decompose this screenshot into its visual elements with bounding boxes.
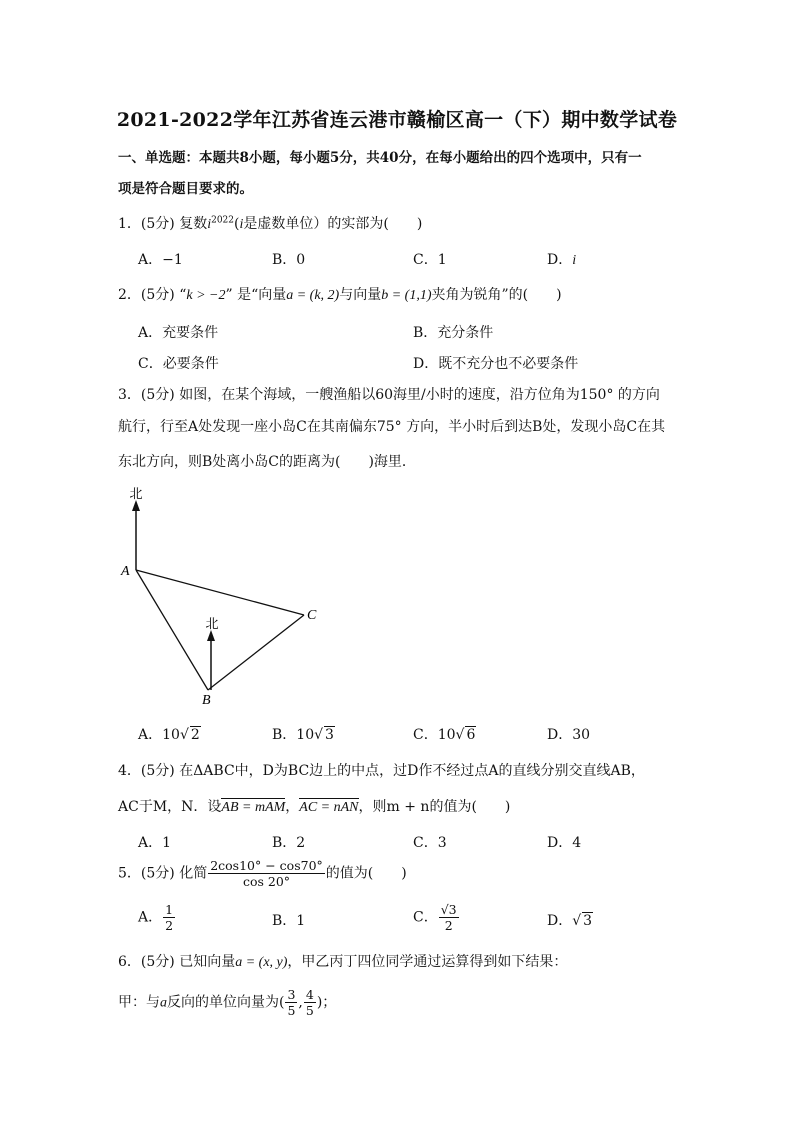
point-label-a: A (121, 564, 130, 579)
question-1: 1．(5分) 复数$i^{2022}(i$是虚数单位）的实部为( ) (118, 215, 423, 232)
point-label-b: B (202, 693, 211, 708)
point-label-c: C (307, 608, 317, 623)
q1-option-d: D．i (547, 252, 577, 268)
vector-equation-ab: AB = mAM (221, 800, 286, 815)
north-arrowhead-a (132, 500, 140, 511)
vector-equation-ac: AC = nAN (299, 800, 359, 815)
q2-option-a: A．充要条件 (138, 325, 219, 341)
q1-option-c: C．1 (413, 252, 447, 268)
segment-ac (136, 570, 304, 615)
question-3-line1: 3．(5分) 如图，在某个海域，一艘渔船以60海里/小时的速度，沿方位角为150° 的方向 (118, 387, 660, 403)
q1-option-a: A．−1 (138, 252, 183, 268)
question-6-jia: 甲：与a反向的单位向量为( $\frac{3}{5}$ , $\frac{4}{5}$ )； (118, 987, 337, 1018)
question-5: 5．(5分) 化简 $\frac{2\cos 10^\circ - \cos 70^\circ}{\cos 20^\circ}$ 的值为( ) (118, 858, 407, 889)
north-arrowhead-b (207, 630, 215, 641)
q4-option-a: A．1 (138, 835, 172, 851)
q5-option-b: B．1 (272, 913, 306, 929)
north-label-a: 北 (129, 486, 143, 501)
vector-a: a = (k, 2) (286, 288, 340, 303)
q4-option-c: C．3 (413, 835, 447, 851)
q5-option-d: D．√ 3 (547, 913, 593, 929)
navigation-diagram (112, 478, 332, 708)
q2-option-c: C．必要条件 (138, 356, 219, 372)
vector-a-xy: a = (x, y) (235, 955, 288, 970)
q4-option-d: D．4 (547, 835, 582, 851)
question-4-line1: 4．(5分) 在ΔABC中，D为BC边上的中点，过D作不经过点A的直线分别交直线AB， (118, 763, 645, 779)
q4-option-b: B．2 (272, 835, 306, 851)
section-instruction-line2: 项是符合题目要求的。 (118, 181, 253, 197)
segment-ab (136, 570, 208, 690)
page-title: 2021-2022学年江苏省连云港市赣榆区高一（下）期中数学试卷 (116, 109, 678, 131)
q2-option-d: D．既不充分也不必要条件 (413, 356, 579, 372)
question-3-line2: 航行，行至A处发现一座小岛C在其南偏东75° 方向，半小时后到达B处，发现小岛C在其 (118, 419, 666, 435)
q5-option-a: A． $\frac{1}{2}$ (138, 902, 174, 933)
north-label-b: 北 (205, 616, 219, 631)
q1-option-b: B．0 (272, 252, 306, 268)
section-instruction-line1: 一、单选题：本题共8小题，每小题5分，共40分，在每小题给出的四个选项中，只有一 (118, 150, 642, 166)
question-2: 2．(5分) “k > −2” 是“向量a = (k, 2)与向量b = (1,1)夹角为锐角”的( ) (118, 287, 562, 303)
q3-option-d: D．30 (547, 727, 591, 743)
question-3-line3: 东北方向，则B处离小岛C的距离为( )海里． (118, 454, 416, 470)
q3-option-c: C．10√ 6 (413, 727, 476, 743)
q5-option-c: C． $\frac{√3}{2}$ (413, 902, 457, 933)
q3-option-b: B．10√ 3 (272, 727, 334, 743)
vector-b: b = (1,1) (381, 288, 432, 303)
q2-option-b: B．充分条件 (413, 325, 494, 341)
question-4-line2: AC于M，N．设AB = mAM，AC = nAN，则m + n的值为( ) (118, 799, 511, 815)
question-6: 6．(5分) 已知向量a = (x, y)，甲乙丙丁四位同学通过运算得到如下结果： (118, 954, 568, 970)
q3-option-a: A．10√ 2 (138, 727, 200, 743)
segment-bc (208, 615, 304, 690)
q5-fraction: $\frac{2\cos 10^\circ - \cos 70^\circ}{\cos 20^\circ}$ (210, 858, 323, 889)
